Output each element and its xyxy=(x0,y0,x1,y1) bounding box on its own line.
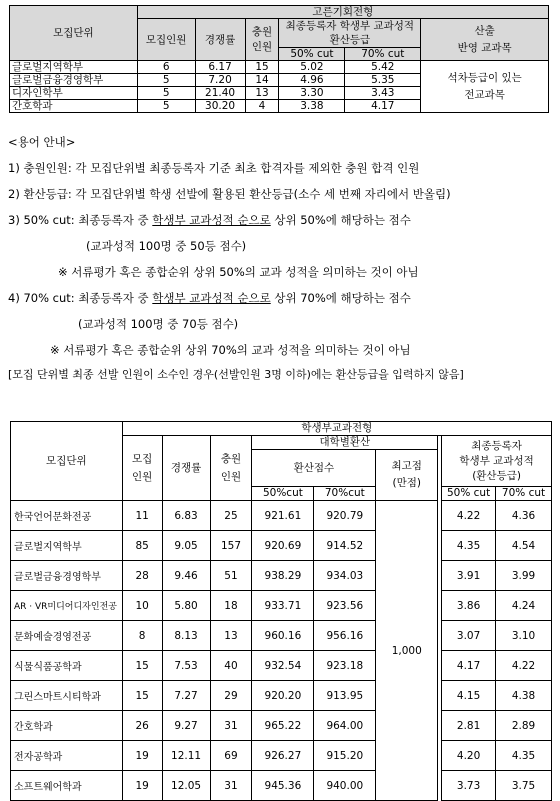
col-header-quota: 모집인원 xyxy=(137,19,195,61)
score70-cell: 920.79 xyxy=(314,501,376,531)
table-row xyxy=(11,651,552,681)
extra-cell: 69 xyxy=(210,741,252,771)
col-header-reflect-line2: 반영 교과목 xyxy=(457,41,512,54)
col-header-score: 환산점수 xyxy=(252,450,376,487)
score50-cell: 926.27 xyxy=(252,741,314,771)
score50-cell: 960.16 xyxy=(252,621,314,651)
col-header-final-line1: 최종등록자 xyxy=(471,439,522,452)
table-row xyxy=(10,61,549,74)
extra-cell: 13 xyxy=(245,87,279,100)
col-header-max xyxy=(376,450,438,501)
cut70-cell: 4.17 xyxy=(345,100,421,113)
extra-cell: 13 xyxy=(210,621,252,651)
grade70-cell: 4.22 xyxy=(496,651,552,681)
max-score-cell: 1,000 xyxy=(376,501,438,801)
col-header-max-line2: (만점) xyxy=(392,477,421,489)
col-header-unit: 모집단위 xyxy=(11,422,123,501)
note-2: 2) 환산등급: 각 모집단위별 학생 선발에 활용된 환산등급(소수 세 번째 자리에서 반올림) xyxy=(8,187,451,201)
score70-cell: 913.95 xyxy=(314,681,376,711)
grade70-cell: 3.99 xyxy=(496,561,552,591)
col-header-ratio: 경쟁률 xyxy=(162,436,210,501)
footer-note: [모집 단위별 최종 선발 인원이 소수인 경우(선발인원 3명 이하)에는 환산등급을 입력하지 않음] xyxy=(8,368,464,381)
table-row xyxy=(11,681,552,711)
ratio-cell: 9.05 xyxy=(162,531,210,561)
unit-cell: 한국언어문화전공 xyxy=(11,501,123,531)
ratio-cell: 5.80 xyxy=(162,591,210,621)
ratio-cell: 30.20 xyxy=(195,100,245,113)
col-header-extra-line1: 충원 xyxy=(251,25,273,38)
grade50-cell: 3.07 xyxy=(442,621,496,651)
cut70-cell: 5.35 xyxy=(345,74,421,87)
unit-cell: 소프트웨어학과 xyxy=(11,771,123,801)
grade50-cell: 4.15 xyxy=(442,681,496,711)
grade70-cell: 4.54 xyxy=(496,531,552,561)
extra-cell: 4 xyxy=(245,100,279,113)
col-header-g70: 70% cut xyxy=(496,487,552,501)
quota-cell: 19 xyxy=(122,741,162,771)
ratio-cell: 8.13 xyxy=(162,621,210,651)
col-header-70: 70% cut xyxy=(345,48,421,61)
table-row xyxy=(11,741,552,771)
col-header-s70: 70%cut xyxy=(314,487,376,501)
note-4 xyxy=(8,290,411,306)
extra-cell: 25 xyxy=(210,501,252,531)
quota-cell: 6 xyxy=(137,61,195,74)
extra-cell: 31 xyxy=(210,771,252,801)
grade70-cell: 4.36 xyxy=(496,501,552,531)
ratio-cell: 12.05 xyxy=(162,771,210,801)
table-row xyxy=(11,531,552,561)
ratio-cell: 21.40 xyxy=(195,87,245,100)
ratio-cell: 6.17 xyxy=(195,61,245,74)
score70-cell: 940.00 xyxy=(314,771,376,801)
cut50-cell: 4.96 xyxy=(279,74,345,87)
cut50-cell: 3.30 xyxy=(279,87,345,100)
col-header-final-line3: (환산등급) xyxy=(472,469,521,482)
grade50-cell: 3.73 xyxy=(442,771,496,801)
unit-cell: 간호학과 xyxy=(10,100,138,113)
table-row xyxy=(11,561,552,591)
ratio-cell: 12.11 xyxy=(162,741,210,771)
table-row xyxy=(11,591,552,621)
unit-cell: 그린스마트시티학과 xyxy=(11,681,123,711)
score70-cell: 934.03 xyxy=(314,561,376,591)
col-header-extra xyxy=(245,19,279,61)
col-header-grade-title: 최종등록자 학생부 교과성적 xyxy=(285,20,415,32)
grade50-cell: 4.35 xyxy=(442,531,496,561)
grade50-cell: 4.17 xyxy=(442,651,496,681)
note-3 xyxy=(8,212,411,228)
ratio-cell: 7.27 xyxy=(162,681,210,711)
quota-cell: 85 xyxy=(122,531,162,561)
extra-cell: 29 xyxy=(210,681,252,711)
grade70-cell: 4.38 xyxy=(496,681,552,711)
note-3-underline: 학생부 교과성적 순으로 xyxy=(152,213,271,227)
col-header-univ: 대학별환산 xyxy=(252,436,438,450)
score70-cell: 964.00 xyxy=(314,711,376,741)
col-header-grade-sub: 환산등급 xyxy=(329,34,371,46)
col-header-extra-line2: 인원 xyxy=(251,40,273,53)
grade50-cell: 4.22 xyxy=(442,501,496,531)
note-3-remark: ※ 서류평가 혹은 종합순위 상위 50%의 교과 성적을 의미하는 것이 아님 xyxy=(58,265,419,279)
table-goreun-gihoe xyxy=(9,5,549,113)
quota-cell: 11 xyxy=(122,501,162,531)
col-header-extra-line1: 충원 xyxy=(220,453,242,465)
col-header-s50: 50%cut xyxy=(252,487,314,501)
unit-cell: 디자인학부 xyxy=(10,87,138,100)
reflect-cell xyxy=(421,61,549,113)
col-header-quota xyxy=(122,436,162,501)
col-header-ratio: 경쟁률 xyxy=(195,19,245,61)
glossary-heading: <용어 안내> xyxy=(8,135,76,149)
grade70-cell: 4.35 xyxy=(496,741,552,771)
note-3-pre: 3) 50% cut: 최종등록자 중 xyxy=(8,213,153,227)
col-header-final xyxy=(442,436,552,487)
extra-cell: 40 xyxy=(210,651,252,681)
extra-cell: 14 xyxy=(245,74,279,87)
col-header-quota-line2: 인원 xyxy=(131,471,153,483)
unit-cell: 간호학과 xyxy=(11,711,123,741)
score70-cell: 923.56 xyxy=(314,591,376,621)
extra-cell: 18 xyxy=(210,591,252,621)
quota-cell: 15 xyxy=(122,651,162,681)
col-header-reflect xyxy=(421,19,549,61)
score50-cell: 933.71 xyxy=(252,591,314,621)
unit-cell: 전자공학과 xyxy=(11,741,123,771)
reflect-line2: 전교과목 xyxy=(464,88,505,101)
table-student-record xyxy=(10,421,552,801)
score70-cell: 914.52 xyxy=(314,531,376,561)
col-header-reflect-line1: 산출 xyxy=(474,24,495,37)
grade70-cell: 3.10 xyxy=(496,621,552,651)
note-1: 1) 충원인원: 각 모집단위별 최종등록자 기준 최초 합격자를 제외한 충원 합격 인원 xyxy=(8,161,420,175)
col-header-max-line1: 최고점 xyxy=(391,460,422,472)
unit-cell: 글로벌금융경영학부 xyxy=(10,74,138,87)
extra-cell: 15 xyxy=(245,61,279,74)
quota-cell: 5 xyxy=(137,100,195,113)
note-4-underline: 학생부 교과성적 순으로 xyxy=(152,291,271,305)
score50-cell: 945.36 xyxy=(252,771,314,801)
grade70-cell: 3.75 xyxy=(496,771,552,801)
score50-cell: 920.69 xyxy=(252,531,314,561)
quota-cell: 26 xyxy=(122,711,162,741)
score50-cell: 920.20 xyxy=(252,681,314,711)
extra-cell: 51 xyxy=(210,561,252,591)
score50-cell: 921.61 xyxy=(252,501,314,531)
score50-cell: 965.22 xyxy=(252,711,314,741)
ratio-cell: 7.53 xyxy=(162,651,210,681)
group-header: 고른기회전형 xyxy=(137,6,548,19)
note-4-sub: (교과성적 100명 중 70등 점수) xyxy=(78,317,239,331)
quota-cell: 28 xyxy=(122,561,162,591)
table-row xyxy=(11,771,552,801)
note-3-sub: (교과성적 100명 중 50등 점수) xyxy=(86,239,247,253)
note-4-post: 상위 70%에 해당하는 점수 xyxy=(270,291,411,305)
unit-cell: 글로벌지역학부 xyxy=(10,61,138,74)
cut50-cell: 5.02 xyxy=(279,61,345,74)
note-4-pre: 4) 70% cut: 최종등록자 중 xyxy=(8,291,153,305)
table-row xyxy=(11,621,552,651)
grade70-cell: 2.89 xyxy=(496,711,552,741)
table-row xyxy=(11,501,552,531)
col-header-unit: 모집단위 xyxy=(10,6,138,61)
quota-cell: 19 xyxy=(122,771,162,801)
col-header-g50: 50% cut xyxy=(442,487,496,501)
ratio-cell: 7.20 xyxy=(195,74,245,87)
group-header: 학생부교과전형 xyxy=(122,422,551,436)
note-4-remark: ※ 서류평가 혹은 종합순위 상위 70%의 교과 성적을 의미하는 것이 아님 xyxy=(50,343,411,357)
grade50-cell: 3.86 xyxy=(442,591,496,621)
ratio-cell: 9.46 xyxy=(162,561,210,591)
unit-cell: 글로벌지역학부 xyxy=(11,531,123,561)
score50-cell: 932.54 xyxy=(252,651,314,681)
grade50-cell: 2.81 xyxy=(442,711,496,741)
ratio-cell: 6.83 xyxy=(162,501,210,531)
grade50-cell: 3.91 xyxy=(442,561,496,591)
extra-cell: 31 xyxy=(210,711,252,741)
quota-cell: 10 xyxy=(122,591,162,621)
cut50-cell: 3.38 xyxy=(279,100,345,113)
table-row xyxy=(11,711,552,741)
unit-cell: AR · VR미디어디자인전공 xyxy=(11,591,123,621)
quota-cell: 8 xyxy=(122,621,162,651)
reflect-line1: 석차등급이 있는 xyxy=(447,71,522,84)
quota-cell: 15 xyxy=(122,681,162,711)
col-header-grade xyxy=(279,19,421,48)
unit-cell: 문화예술경영전공 xyxy=(11,621,123,651)
col-header-quota-line1: 모집 xyxy=(131,453,153,465)
score70-cell: 956.16 xyxy=(314,621,376,651)
unit-cell: 식물식품공학과 xyxy=(11,651,123,681)
col-header-extra xyxy=(210,436,252,501)
ratio-cell: 9.27 xyxy=(162,711,210,741)
score70-cell: 915.20 xyxy=(314,741,376,771)
cut70-cell: 3.43 xyxy=(345,87,421,100)
score50-cell: 938.29 xyxy=(252,561,314,591)
score70-cell: 923.18 xyxy=(314,651,376,681)
col-header-extra-line2: 인원 xyxy=(220,471,242,483)
quota-cell: 5 xyxy=(137,74,195,87)
grade70-cell: 4.24 xyxy=(496,591,552,621)
extra-cell: 157 xyxy=(210,531,252,561)
grade50-cell: 4.20 xyxy=(442,741,496,771)
quota-cell: 5 xyxy=(137,87,195,100)
note-3-post: 상위 50%에 해당하는 점수 xyxy=(270,213,411,227)
col-header-50: 50% cut xyxy=(279,48,345,61)
unit-cell: 글로벌금융경영학부 xyxy=(11,561,123,591)
col-header-final-line2: 학생부 교과성적 xyxy=(459,454,534,467)
cut70-cell: 5.42 xyxy=(345,61,421,74)
